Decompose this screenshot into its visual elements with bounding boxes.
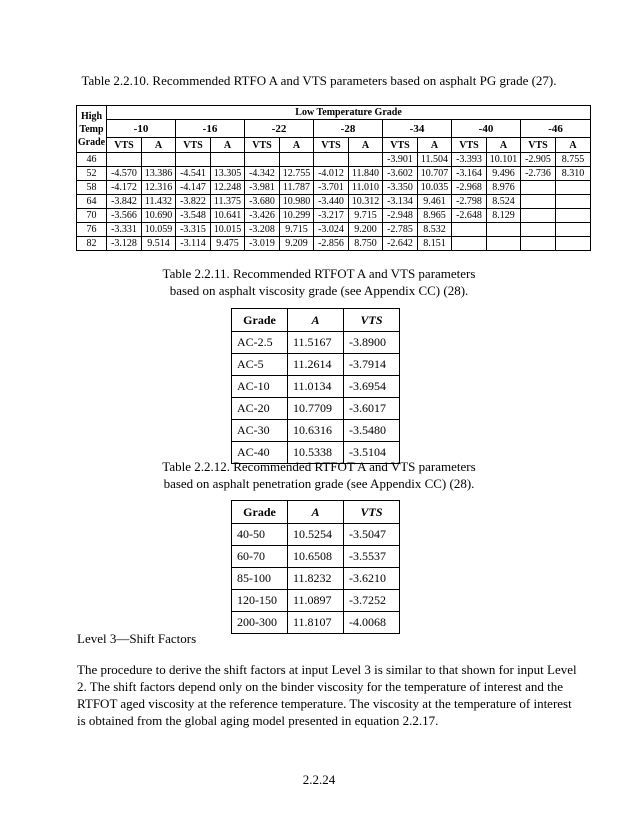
a-cell: 10.6508 [288, 546, 344, 568]
paragraph-line: The procedure to derive the shift factors at input Level 3 is similar to that shown for input Level [77, 662, 577, 677]
vts-cell: -3.315 [176, 223, 211, 237]
vts-cell: -3.842 [107, 195, 142, 209]
table-row [77, 153, 591, 167]
vts-subheader: VTS [107, 138, 142, 153]
vts-cell: -3.024 [314, 223, 349, 237]
a-cell: 10.5338 [288, 442, 344, 464]
vts-cell: -2.798 [452, 195, 487, 209]
a-cell: 10.641 [211, 209, 245, 223]
vts-cell: -3.566 [107, 209, 142, 223]
a-cell: 8.532 [418, 223, 452, 237]
vts-cell: -3.8900 [344, 332, 400, 354]
table-2-2-10-caption [0, 72, 638, 89]
section-heading: Level 3—Shift Factors [77, 631, 197, 646]
a-cell: 10.980 [280, 195, 314, 209]
table-row [77, 237, 591, 251]
a-subheader: A [418, 138, 452, 153]
table-row [77, 195, 591, 209]
a-cell: 11.5167 [288, 332, 344, 354]
vts-cell: -3.426 [245, 209, 280, 223]
a-cell: 10.690 [142, 209, 176, 223]
grade-cell: AC-10 [232, 376, 288, 398]
vts-cell: -3.134 [383, 195, 418, 209]
vts-cell: -2.856 [314, 237, 349, 251]
a-cell: 9.715 [349, 209, 383, 223]
a-subheader: A [211, 138, 245, 153]
a-cell: 8.310 [556, 167, 591, 181]
caption-line: Table 2.2.11. Recommended RTFOT A and VTS parameters [162, 266, 476, 281]
vts-cell: -3.548 [176, 209, 211, 223]
vts-cell: -3.7914 [344, 354, 400, 376]
table-row [77, 209, 591, 223]
vts-cell [452, 223, 487, 237]
a-cell: 13.386 [142, 167, 176, 181]
low-grade-header: -46 [521, 120, 591, 138]
vts-cell: -2.736 [521, 167, 556, 181]
a-cell: 12.248 [211, 181, 245, 195]
a-cell: 11.504 [418, 153, 452, 167]
a-cell: 11.432 [142, 195, 176, 209]
a-cell: 8.151 [418, 237, 452, 251]
vts-cell: -2.648 [452, 209, 487, 223]
vts-header: VTS [344, 309, 400, 332]
a-cell: 8.976 [487, 181, 521, 195]
a-cell: 13.305 [211, 167, 245, 181]
low-grade-header: -22 [245, 120, 314, 138]
vts-cell: -3.6210 [344, 568, 400, 590]
a-cell: 11.840 [349, 167, 383, 181]
vts-cell: -4.342 [245, 167, 280, 181]
high-temp-grade-cell: 70 [77, 209, 107, 223]
vts-cell: -3.440 [314, 195, 349, 209]
a-subheader: A [280, 138, 314, 153]
vts-cell: -3.981 [245, 181, 280, 195]
vts-cell: -3.5480 [344, 420, 400, 442]
vts-subheader: VTS [176, 138, 211, 153]
vts-cell: -3.680 [245, 195, 280, 209]
vts-cell: -4.0068 [344, 612, 400, 634]
vts-cell: -3.7252 [344, 590, 400, 612]
table-row [232, 420, 400, 442]
table-row [77, 181, 591, 195]
grade-cell: 85-100 [232, 568, 288, 590]
vts-cell: -4.541 [176, 167, 211, 181]
a-header: A [288, 501, 344, 524]
body-paragraph [77, 661, 577, 729]
a-cell [280, 153, 314, 167]
a-cell: 11.8232 [288, 568, 344, 590]
a-cell [556, 209, 591, 223]
grade-cell: AC-5 [232, 354, 288, 376]
vts-cell: -3.6017 [344, 398, 400, 420]
low-grade-header: -34 [383, 120, 452, 138]
a-cell: 11.2614 [288, 354, 344, 376]
a-cell: 10.5254 [288, 524, 344, 546]
a-cell: 9.461 [418, 195, 452, 209]
vts-header: VTS [344, 501, 400, 524]
high-temp-grade-cell: 46 [77, 153, 107, 167]
high-temp-grade-cell: 82 [77, 237, 107, 251]
paragraph-line: 2. The shift factors depend only on the binder viscosity for the temperature of interest and the [77, 679, 564, 694]
vts-cell: -3.164 [452, 167, 487, 181]
a-cell: 9.514 [142, 237, 176, 251]
vts-subheader: VTS [245, 138, 280, 153]
high-temp-grade-header [77, 106, 107, 153]
vts-cell [521, 195, 556, 209]
vts-cell: -3.6954 [344, 376, 400, 398]
caption-line: based on asphalt penetration grade (see Appendix CC) (28). [163, 476, 475, 491]
a-cell: 9.200 [349, 223, 383, 237]
vts-cell: -3.114 [176, 237, 211, 251]
vts-cell: -3.393 [452, 153, 487, 167]
low-grade-header: -40 [452, 120, 521, 138]
a-cell: 11.375 [211, 195, 245, 209]
a-cell: 10.6316 [288, 420, 344, 442]
a-cell: 9.496 [487, 167, 521, 181]
grade-cell: 120-150 [232, 590, 288, 612]
a-cell [349, 153, 383, 167]
a-cell: 10.707 [418, 167, 452, 181]
vts-cell: -3.128 [107, 237, 142, 251]
caption-line: Table 2.2.12. Recommended RTFOT A and VTS parameters [162, 459, 476, 474]
table-row [232, 568, 400, 590]
table-row [232, 398, 400, 420]
caption-text: Table 2.2.10. Recommended RTFO A and VTS parameters based on asphalt PG grade (27). [81, 73, 557, 88]
a-cell: 10.7709 [288, 398, 344, 420]
a-cell: 8.965 [418, 209, 452, 223]
a-cell: 10.035 [418, 181, 452, 195]
table-row [232, 332, 400, 354]
grade-cell: 60-70 [232, 546, 288, 568]
a-cell: 10.312 [349, 195, 383, 209]
vts-cell: -3.350 [383, 181, 418, 195]
high-temp-grade-cell: 64 [77, 195, 107, 209]
a-cell: 9.209 [280, 237, 314, 251]
vts-cell: -3.019 [245, 237, 280, 251]
paragraph-line: RTFOT aged viscosity at the reference temperature. The viscosity at the temperature of interest [77, 696, 572, 711]
low-grade-header: -28 [314, 120, 383, 138]
a-subheader: A [556, 138, 591, 153]
table-row [232, 612, 400, 634]
table-2-2-11-caption [0, 265, 638, 299]
grade-header: Grade [232, 309, 288, 332]
a-cell: 10.299 [280, 209, 314, 223]
a-cell [142, 153, 176, 167]
grade-cell: 200-300 [232, 612, 288, 634]
vts-cell: -4.147 [176, 181, 211, 195]
vts-subheader: VTS [383, 138, 418, 153]
a-cell: 8.129 [487, 209, 521, 223]
vts-cell: -3.901 [383, 153, 418, 167]
table-row [232, 376, 400, 398]
a-subheader: A [487, 138, 521, 153]
vts-cell [521, 209, 556, 223]
low-grade-header: -10 [107, 120, 176, 138]
paragraph-line: is obtained from the global aging model presented in equation 2.2.17. [77, 713, 439, 728]
vts-cell: -4.570 [107, 167, 142, 181]
a-subheader: A [142, 138, 176, 153]
header-line: Grade [77, 136, 106, 148]
a-cell [556, 237, 591, 251]
a-cell [556, 195, 591, 209]
vts-cell: -3.5537 [344, 546, 400, 568]
caption-line: based on asphalt viscosity grade (see Appendix CC) (28). [169, 283, 469, 298]
vts-cell: -3.5104 [344, 442, 400, 464]
vts-cell: -2.968 [452, 181, 487, 195]
a-cell: 10.015 [211, 223, 245, 237]
a-cell [487, 237, 521, 251]
vts-cell: -4.172 [107, 181, 142, 195]
penetration-grade-table [231, 500, 400, 634]
page-number: 2.2.24 [302, 772, 336, 787]
vts-cell: -4.012 [314, 167, 349, 181]
grade-cell: AC-2.5 [232, 332, 288, 354]
vts-cell [107, 153, 142, 167]
vts-cell: -2.785 [383, 223, 418, 237]
low-grade-header: -16 [176, 120, 245, 138]
a-cell: 11.0134 [288, 376, 344, 398]
vts-cell [314, 153, 349, 167]
table-row [77, 223, 591, 237]
vts-cell: -3.217 [314, 209, 349, 223]
a-subheader: A [349, 138, 383, 153]
table-row [232, 590, 400, 612]
grade-cell: AC-30 [232, 420, 288, 442]
vts-subheader: VTS [452, 138, 487, 153]
low-temp-grade-header: Low Temperature Grade [107, 106, 591, 120]
table-row [232, 354, 400, 376]
a-cell: 12.755 [280, 167, 314, 181]
a-cell [556, 223, 591, 237]
a-cell: 11.0897 [288, 590, 344, 612]
a-cell: 9.715 [280, 223, 314, 237]
viscosity-grade-table [231, 308, 400, 464]
a-cell: 8.750 [349, 237, 383, 251]
header-line: High [80, 110, 103, 122]
a-cell: 9.475 [211, 237, 245, 251]
vts-cell: -3.701 [314, 181, 349, 195]
vts-cell: -3.5047 [344, 524, 400, 546]
vts-cell: -2.948 [383, 209, 418, 223]
a-cell: 8.524 [487, 195, 521, 209]
high-temp-grade-cell: 52 [77, 167, 107, 181]
grade-header: Grade [232, 501, 288, 524]
a-cell [556, 181, 591, 195]
a-cell: 11.787 [280, 181, 314, 195]
a-cell: 10.101 [487, 153, 521, 167]
a-cell: 12.316 [142, 181, 176, 195]
vts-cell [245, 153, 280, 167]
grade-cell: AC-20 [232, 398, 288, 420]
vts-cell: -3.822 [176, 195, 211, 209]
a-cell: 8.755 [556, 153, 591, 167]
grade-cell: 40-50 [232, 524, 288, 546]
vts-cell: -3.208 [245, 223, 280, 237]
vts-cell [521, 223, 556, 237]
high-temp-grade-cell: 76 [77, 223, 107, 237]
vts-cell: -2.905 [521, 153, 556, 167]
vts-cell [176, 153, 211, 167]
pg-grade-table [76, 105, 591, 251]
vts-subheader: VTS [521, 138, 556, 153]
a-cell [487, 223, 521, 237]
header-line: Temp [79, 123, 104, 135]
table-2-2-12-caption [0, 458, 638, 492]
table-row [77, 167, 591, 181]
a-cell: 11.8107 [288, 612, 344, 634]
vts-cell: -2.642 [383, 237, 418, 251]
table-row [232, 524, 400, 546]
high-temp-grade-cell: 58 [77, 181, 107, 195]
a-header: A [288, 309, 344, 332]
vts-cell [521, 237, 556, 251]
vts-cell: -3.331 [107, 223, 142, 237]
a-cell: 10.059 [142, 223, 176, 237]
table-row [232, 546, 400, 568]
a-cell: 11.010 [349, 181, 383, 195]
vts-cell [521, 181, 556, 195]
vts-subheader: VTS [314, 138, 349, 153]
a-cell [211, 153, 245, 167]
vts-cell [452, 237, 487, 251]
grade-cell: AC-40 [232, 442, 288, 464]
vts-cell: -3.602 [383, 167, 418, 181]
